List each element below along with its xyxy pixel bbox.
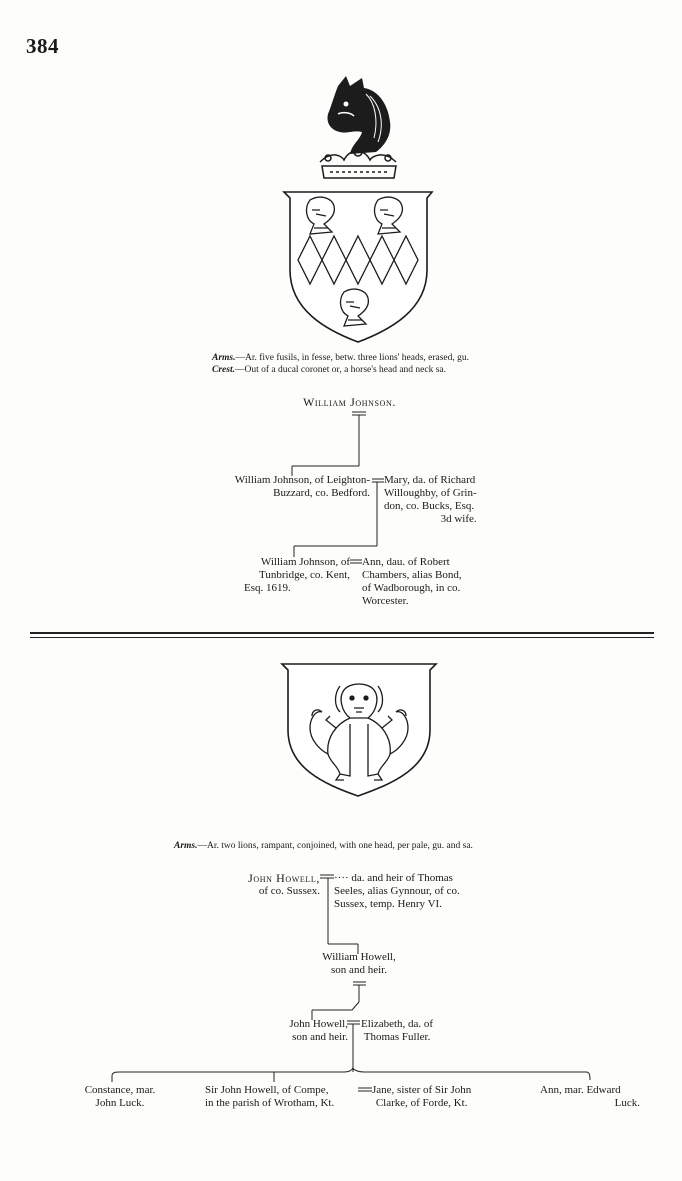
sir-john-howell: Sir John Howell, of Compe, in the parish of Wrotham, Kt. bbox=[205, 1084, 335, 1109]
page-number: 384 bbox=[26, 34, 59, 58]
ann-chambers: Ann, dau. of Robert Chambers, alias Bond, of Wadborough, in co. Worcester. bbox=[362, 556, 462, 607]
jane-clarke: Jane, sister of Sir John Clarke, of Forde, Kt. bbox=[372, 1084, 472, 1109]
constance-luck: Constance, mar. John Luck. bbox=[84, 1084, 156, 1109]
howell-coat-of-arms bbox=[280, 662, 438, 798]
john-howell-sussex: John Howell, of co. Sussex. bbox=[248, 871, 320, 897]
ann-luck: Ann, mar. Edward Luck. bbox=[540, 1084, 640, 1109]
elizabeth-fuller: Elizabeth, da. of Thomas Fuller. bbox=[361, 1018, 434, 1043]
thomas-seeles-heiress: ···· da. and heir of Thomas Seeles, alias Gynnour, of co. Sussex, temp. Henry VI. bbox=[334, 872, 460, 910]
johnson-crest-caption: Crest.—Out of a ducal coronet or, a horse's head and neck sa. bbox=[212, 365, 447, 375]
section-divider bbox=[30, 632, 654, 634]
william-howell: William Howell, son and heir. bbox=[322, 951, 396, 976]
section-divider-thin bbox=[30, 637, 654, 638]
william-johnson-root: William Johnson. bbox=[303, 395, 396, 409]
howell-arms-caption: Arms.—Ar. two lions, rampant, conjoined, with one head, per pale, gu. and sa. bbox=[174, 841, 473, 851]
william-johnson-leighton: William Johnson, of Leighton- Buzzard, co. Bedford. bbox=[234, 474, 370, 499]
john-howell-heir: John Howell, son and heir. bbox=[289, 1018, 348, 1043]
william-johnson-tunbridge: William Johnson, of Tunbridge, co. Kent, Esq. 1619. bbox=[244, 556, 350, 594]
johnson-arms-caption: Arms.—Ar. five fusils, in fesse, betw. three lions' heads, erased, gu. bbox=[212, 353, 470, 363]
mary-willoughby: Mary, da. of Richard Willoughby, of Grin- don, co. Bucks, Esq. 3d wife. bbox=[384, 474, 477, 525]
